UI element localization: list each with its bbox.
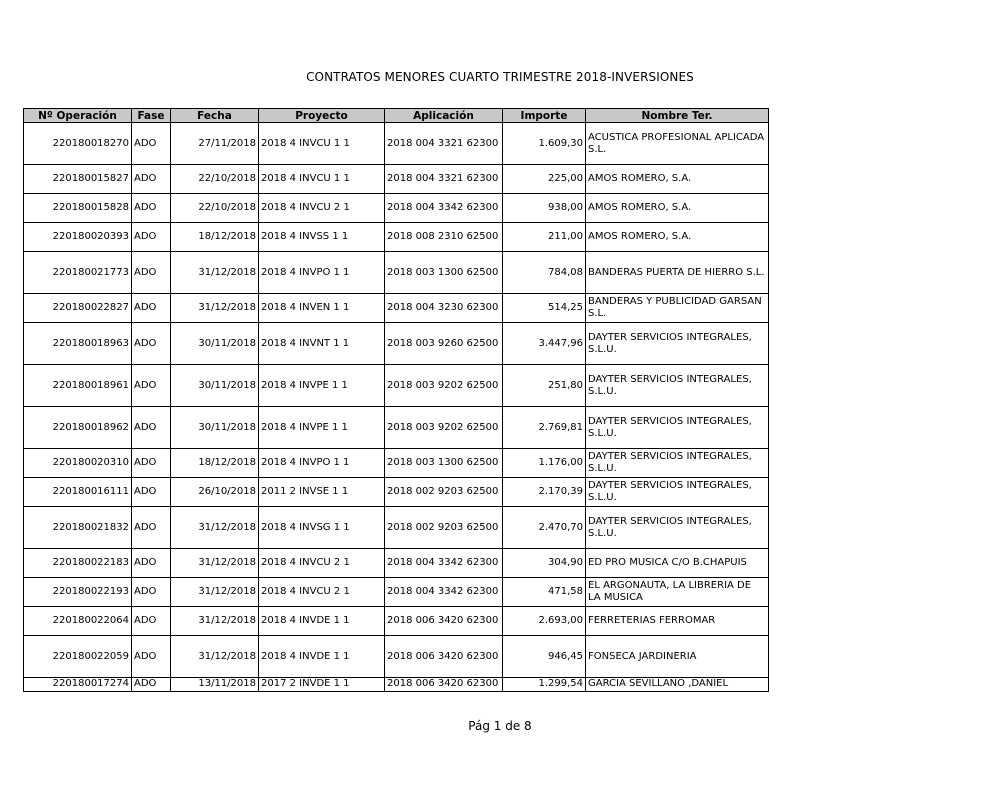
- cell-fase: ADO: [132, 578, 171, 607]
- cell-nombre: DAYTER SERVICIOS INTEGRALES, S.L.U.: [586, 407, 769, 449]
- header-fase: Fase: [132, 109, 171, 123]
- cell-importe: 3.447,96: [503, 323, 586, 365]
- cell-fase: ADO: [132, 123, 171, 165]
- cell-fecha: 30/11/2018: [171, 407, 259, 449]
- table-row: [24, 223, 769, 252]
- table-row: [24, 252, 769, 294]
- header-importe: Importe: [503, 109, 586, 123]
- cell-fecha: 31/12/2018: [171, 578, 259, 607]
- cell-aplicacion: 2018 003 1300 62500: [385, 449, 503, 478]
- table-row: [24, 478, 769, 507]
- cell-operacion: 220180021832: [24, 507, 132, 549]
- cell-operacion: 220180022059: [24, 636, 132, 678]
- cell-fecha: 31/12/2018: [171, 549, 259, 578]
- cell-operacion: 220180016111: [24, 478, 132, 507]
- cell-fase: ADO: [132, 407, 171, 449]
- cell-proyecto: 2018 4 INVCU 1 1: [259, 165, 385, 194]
- cell-proyecto: 2018 4 INVSS 1 1: [259, 223, 385, 252]
- cell-nombre: DAYTER SERVICIOS INTEGRALES, S.L.U.: [586, 478, 769, 507]
- cell-fase: ADO: [132, 165, 171, 194]
- cell-importe: 1.609,30: [503, 123, 586, 165]
- cell-operacion: 220180017274: [24, 678, 132, 692]
- cell-proyecto: 2018 4 INVCU 2 1: [259, 194, 385, 223]
- cell-operacion: 220180018963: [24, 323, 132, 365]
- cell-aplicacion: 2018 003 9260 62500: [385, 323, 503, 365]
- cell-operacion: 220180018270: [24, 123, 132, 165]
- cell-proyecto: 2018 4 INVPO 1 1: [259, 449, 385, 478]
- cell-nombre: DAYTER SERVICIOS INTEGRALES, S.L.U.: [586, 449, 769, 478]
- cell-proyecto: 2017 2 INVDE 1 1: [259, 678, 385, 692]
- cell-proyecto: 2018 4 INVEN 1 1: [259, 294, 385, 323]
- cell-proyecto: 2011 2 INVSE 1 1: [259, 478, 385, 507]
- cell-proyecto: 2018 4 INVSG 1 1: [259, 507, 385, 549]
- header-proyecto: Proyecto: [259, 109, 385, 123]
- cell-fecha: 27/11/2018: [171, 123, 259, 165]
- cell-fase: ADO: [132, 252, 171, 294]
- header-aplicacion: Aplicación: [385, 109, 503, 123]
- cell-fase: ADO: [132, 365, 171, 407]
- header-operacion: Nº Operación: [24, 109, 132, 123]
- cell-importe: 2.769,81: [503, 407, 586, 449]
- cell-aplicacion: 2018 004 3321 62300: [385, 165, 503, 194]
- cell-fecha: 18/12/2018: [171, 449, 259, 478]
- cell-proyecto: 2018 4 INVDE 1 1: [259, 607, 385, 636]
- cell-fase: ADO: [132, 607, 171, 636]
- cell-fecha: 31/12/2018: [171, 294, 259, 323]
- cell-proyecto: 2018 4 INVCU 1 1: [259, 123, 385, 165]
- cell-importe: 251,80: [503, 365, 586, 407]
- cell-importe: 938,00: [503, 194, 586, 223]
- cell-fecha: 22/10/2018: [171, 194, 259, 223]
- cell-importe: 784,08: [503, 252, 586, 294]
- cell-fecha: 26/10/2018: [171, 478, 259, 507]
- cell-aplicacion: 2018 004 3230 62300: [385, 294, 503, 323]
- cell-fase: ADO: [132, 449, 171, 478]
- cell-fecha: 31/12/2018: [171, 607, 259, 636]
- table-row: [24, 549, 769, 578]
- cell-fase: ADO: [132, 549, 171, 578]
- table-row: [24, 123, 769, 165]
- cell-fase: ADO: [132, 323, 171, 365]
- cell-nombre: AMOS ROMERO, S.A.: [586, 165, 769, 194]
- cell-proyecto: 2018 4 INVDE 1 1: [259, 636, 385, 678]
- cell-fecha: 13/11/2018: [171, 678, 259, 692]
- cell-importe: 2.693,00: [503, 607, 586, 636]
- cell-nombre: AMOS ROMERO, S.A.: [586, 223, 769, 252]
- cell-importe: 2.170,39: [503, 478, 586, 507]
- table-row: [24, 294, 769, 323]
- cell-operacion: 220180022183: [24, 549, 132, 578]
- cell-proyecto: 2018 4 INVPE 1 1: [259, 365, 385, 407]
- cell-operacion: 220180018961: [24, 365, 132, 407]
- cell-aplicacion: 2018 006 3420 62300: [385, 678, 503, 692]
- cell-proyecto: 2018 4 INVCU 2 1: [259, 578, 385, 607]
- table-row: [24, 578, 769, 607]
- header-nombre: Nombre Ter.: [586, 109, 769, 123]
- cell-operacion: 220180021773: [24, 252, 132, 294]
- cell-aplicacion: 2018 004 3342 62300: [385, 194, 503, 223]
- cell-operacion: 220180015828: [24, 194, 132, 223]
- cell-proyecto: 2018 4 INVPO 1 1: [259, 252, 385, 294]
- cell-nombre: GARCIA SEVILLANO ,DANIEL: [586, 678, 769, 692]
- page-number: Pág 1 de 8: [468, 719, 532, 733]
- cell-nombre: BANDERAS PUERTA DE HIERRO S.L.: [586, 252, 769, 294]
- cell-operacion: 220180022193: [24, 578, 132, 607]
- cell-fecha: 31/12/2018: [171, 507, 259, 549]
- table-header-row: [24, 109, 769, 123]
- cell-fecha: 31/12/2018: [171, 252, 259, 294]
- cell-aplicacion: 2018 006 3420 62300: [385, 636, 503, 678]
- cell-nombre: EL ARGONAUTA, LA LIBRERIA DE LA MUSICA: [586, 578, 769, 607]
- table-row: [24, 636, 769, 678]
- cell-nombre: BANDERAS Y PUBLICIDAD GARSAN S.L.: [586, 294, 769, 323]
- cell-importe: 211,00: [503, 223, 586, 252]
- cell-proyecto: 2018 4 INVCU 2 1: [259, 549, 385, 578]
- cell-fase: ADO: [132, 478, 171, 507]
- table-row: [24, 323, 769, 365]
- cell-nombre: DAYTER SERVICIOS INTEGRALES, S.L.U.: [586, 323, 769, 365]
- cell-nombre: FERRETERIAS FERROMAR: [586, 607, 769, 636]
- table-row: [24, 407, 769, 449]
- table-row: [24, 449, 769, 478]
- cell-operacion: 220180020310: [24, 449, 132, 478]
- cell-nombre: FONSECA JARDINERIA: [586, 636, 769, 678]
- cell-operacion: 220180018962: [24, 407, 132, 449]
- table-row: [24, 165, 769, 194]
- cell-aplicacion: 2018 004 3342 62300: [385, 549, 503, 578]
- cell-importe: 946,45: [503, 636, 586, 678]
- cell-importe: 1.299,54: [503, 678, 586, 692]
- cell-aplicacion: 2018 004 3321 62300: [385, 123, 503, 165]
- cell-proyecto: 2018 4 INVPE 1 1: [259, 407, 385, 449]
- cell-nombre: AMOS ROMERO, S.A.: [586, 194, 769, 223]
- cell-operacion: 220180020393: [24, 223, 132, 252]
- cell-aplicacion: 2018 003 9202 62500: [385, 407, 503, 449]
- cell-aplicacion: 2018 002 9203 62500: [385, 478, 503, 507]
- table-row: [24, 507, 769, 549]
- cell-fecha: 30/11/2018: [171, 365, 259, 407]
- table-row: [24, 365, 769, 407]
- cell-fase: ADO: [132, 636, 171, 678]
- cell-aplicacion: 2018 002 9203 62500: [385, 507, 503, 549]
- table-row: [24, 194, 769, 223]
- cell-fecha: 30/11/2018: [171, 323, 259, 365]
- document-title: CONTRATOS MENORES CUARTO TRIMESTRE 2018-INVERSIONES: [306, 70, 694, 84]
- cell-operacion: 220180022827: [24, 294, 132, 323]
- cell-importe: 225,00: [503, 165, 586, 194]
- cell-nombre: ACUSTICA PROFESIONAL APLICADA S.L.: [586, 123, 769, 165]
- cell-nombre: DAYTER SERVICIOS INTEGRALES, S.L.U.: [586, 365, 769, 407]
- cell-aplicacion: 2018 003 9202 62500: [385, 365, 503, 407]
- cell-fase: ADO: [132, 507, 171, 549]
- cell-proyecto: 2018 4 INVNT 1 1: [259, 323, 385, 365]
- table-row: [24, 678, 769, 692]
- cell-operacion: 220180015827: [24, 165, 132, 194]
- cell-fase: ADO: [132, 194, 171, 223]
- cell-fecha: 22/10/2018: [171, 165, 259, 194]
- cell-aplicacion: 2018 003 1300 62500: [385, 252, 503, 294]
- cell-importe: 471,58: [503, 578, 586, 607]
- cell-fase: ADO: [132, 223, 171, 252]
- contracts-table: [23, 108, 769, 692]
- cell-aplicacion: 2018 004 3342 62300: [385, 578, 503, 607]
- cell-fecha: 18/12/2018: [171, 223, 259, 252]
- cell-importe: 514,25: [503, 294, 586, 323]
- cell-nombre: DAYTER SERVICIOS INTEGRALES, S.L.U.: [586, 507, 769, 549]
- cell-aplicacion: 2018 006 3420 62300: [385, 607, 503, 636]
- cell-operacion: 220180022064: [24, 607, 132, 636]
- table-row: [24, 607, 769, 636]
- cell-importe: 1.176,00: [503, 449, 586, 478]
- cell-fase: ADO: [132, 678, 171, 692]
- cell-fecha: 31/12/2018: [171, 636, 259, 678]
- cell-nombre: ED PRO MUSICA C/O B.CHAPUIS: [586, 549, 769, 578]
- cell-fase: ADO: [132, 294, 171, 323]
- header-fecha: Fecha: [171, 109, 259, 123]
- cell-importe: 2.470,70: [503, 507, 586, 549]
- cell-importe: 304,90: [503, 549, 586, 578]
- cell-aplicacion: 2018 008 2310 62500: [385, 223, 503, 252]
